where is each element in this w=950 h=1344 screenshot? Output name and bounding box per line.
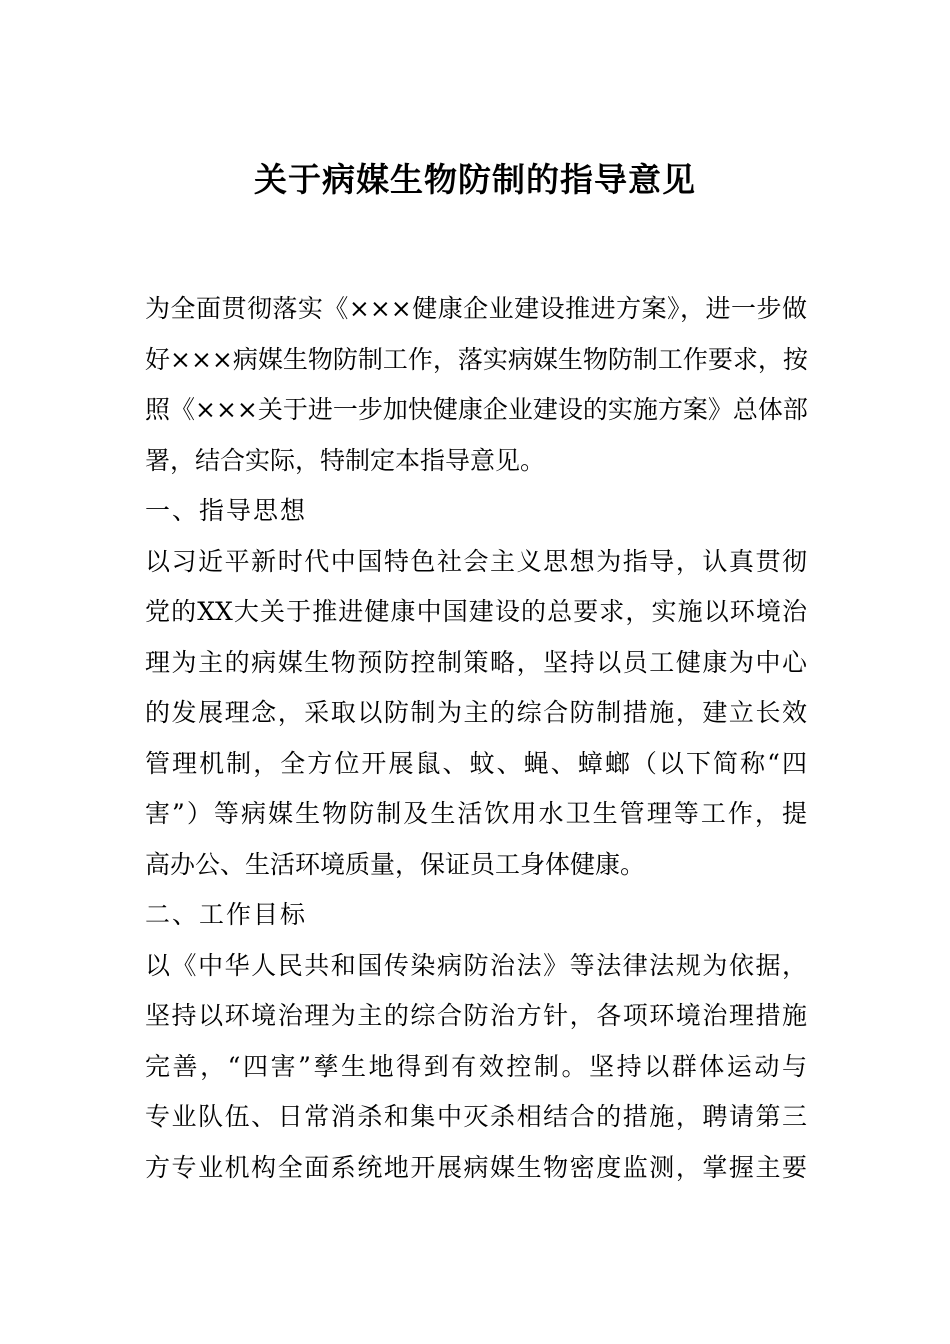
section-heading-guiding-ideology: 一、指导思想 xyxy=(145,496,308,525)
intro-line: 署，结合实际，特制定本指导意见。 xyxy=(145,445,546,475)
intro-line: 照《×××关于进一步加快健康企业建设的实施方案》总体部 xyxy=(145,395,808,424)
section2-line: 完善，“四害”孳生地得到有效控制。坚持以群体运动与 xyxy=(145,1051,807,1081)
section1-line: 理为主的病媒生物预防控制策略，坚持以员工健康为中心 xyxy=(145,647,807,677)
intro-line: 为全面贯彻落实《×××健康企业建设推进方案》，进一步做 xyxy=(145,294,807,323)
document-title: 关于病媒生物防制的指导意见 xyxy=(254,160,696,199)
intro-line: 好×××病媒生物防制工作，落实病媒生物防制工作要求，按 xyxy=(145,344,808,374)
section1-line: 以习近平新时代中国特色社会主义思想为指导，认真贯彻 xyxy=(145,546,807,576)
section1-line: 的发展理念，采取以防制为主的综合防制措施，建立长效 xyxy=(145,698,807,727)
section1-line: 害”）等病媒生物防制及生活饮用水卫生管理等工作，提 xyxy=(145,799,807,828)
section1-line: 党的XX大关于推进健康中国建设的总要求，实施以环境治 xyxy=(145,597,807,626)
section1-line: 管理机制，全方位开展鼠、蚊、蝇、蟑螂（以下简称“四 xyxy=(145,748,807,778)
section2-line: 坚持以环境治理为主的综合防治方针，各项环境治理措施 xyxy=(145,1001,807,1030)
section2-line: 方专业机构全面系统地开展病媒生物密度监测，掌握主要 xyxy=(145,1152,807,1182)
section-heading-work-goals: 二、工作目标 xyxy=(145,900,308,929)
section1-line: 高办公、生活环境质量，保证员工身体健康。 xyxy=(145,849,646,879)
section2-line: 以《中华人民共和国传染病防治法》等法律法规为依据， xyxy=(145,950,807,980)
section2-line: 专业队伍、日常消杀和集中灭杀相结合的措施，聘请第三 xyxy=(145,1102,807,1131)
document-body xyxy=(145,284,807,1193)
